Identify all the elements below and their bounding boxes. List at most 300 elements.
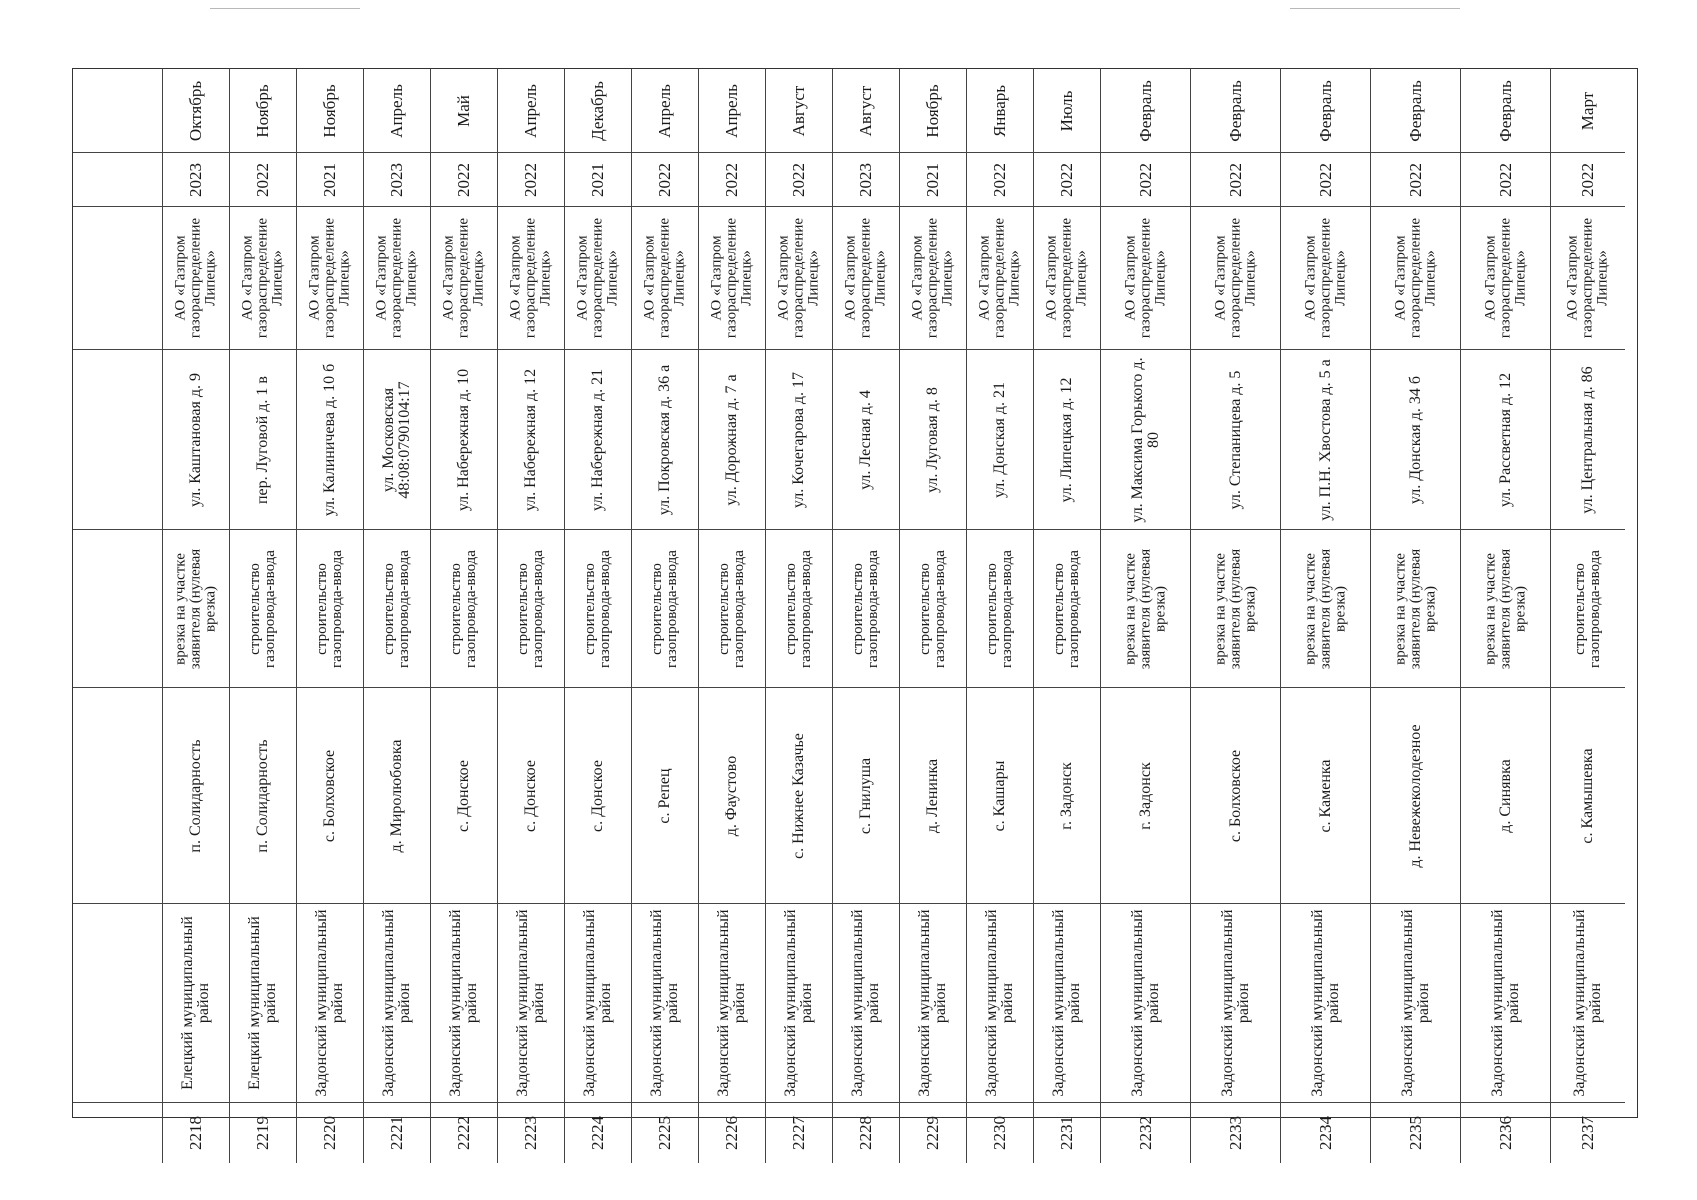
row-number-cell — [1551, 1103, 1625, 1163]
row-number-cell — [900, 1103, 966, 1163]
work-type-cell-text: врезка на участке заявителя (нулевая врезка) — [1392, 548, 1438, 669]
district-cell — [1371, 904, 1460, 1103]
address-cell — [967, 350, 1033, 530]
month-cell-text: Апрель — [655, 83, 674, 138]
year-cell — [632, 153, 698, 207]
month-cell — [833, 69, 899, 153]
row-number-cell-text: 2234 — [1315, 1116, 1335, 1150]
address-cell-text: пер. Луговой д. 1 в — [254, 375, 271, 504]
address-cell — [1461, 350, 1550, 530]
year-cell-text: 2023 — [856, 162, 875, 197]
work-type-cell-text: строительство газопровода-ввода — [917, 549, 948, 668]
organization-cell — [498, 207, 564, 350]
settlement-cell — [297, 688, 363, 904]
settlement-cell-text: с. Репец — [656, 767, 673, 824]
organization-cell-text: АО «Газпром газораспределение Липецк» — [1392, 217, 1438, 339]
settlement-cell-text: г. Задонск — [1058, 761, 1075, 830]
work-type-cell — [833, 530, 899, 688]
year-cell-text: 2022 — [1225, 162, 1245, 197]
year-cell — [1281, 153, 1370, 207]
address-cell-text: ул. Кочегарова д. 17 — [790, 371, 807, 508]
year-cell-text: 2022 — [454, 162, 473, 197]
organization-cell-text: АО «Газпром газораспределение Липецк» — [1482, 217, 1528, 339]
table-row — [163, 69, 230, 1163]
row-number-cell-text: 2228 — [856, 1116, 875, 1150]
district-cell — [498, 904, 564, 1103]
organization-cell-text: АО «Газпром газораспределение Липецк» — [1122, 217, 1168, 339]
address-cell-text: ул. Рассветная д. 12 — [1496, 372, 1514, 507]
year-cell-text: 2022 — [722, 162, 741, 197]
district-cell-text: Задонский муниципальный район — [1571, 909, 1604, 1097]
row-number-cell-text: 2225 — [655, 1116, 674, 1150]
address-cell — [1101, 350, 1190, 530]
work-type-cell-text: врезка на участке заявителя (нулевая врезка) — [1302, 548, 1348, 669]
empty-cell — [73, 69, 162, 153]
address-cell-text: ул. Набережная д. 21 — [589, 368, 606, 511]
address-cell-text: ул. П.Н. Хвостова д. 5 а — [1316, 358, 1334, 521]
empty-cell — [73, 350, 162, 530]
address-cell — [230, 350, 296, 530]
month-cell-text: Январь — [990, 84, 1009, 137]
settlement-cell-text: с. Донское — [589, 759, 606, 832]
settlement-cell-text: с. Донское — [455, 759, 472, 832]
settlement-cell-text: д. Невежеколодезное — [1406, 723, 1424, 868]
table-row — [1551, 69, 1625, 1163]
table-row — [699, 69, 766, 1163]
organization-cell — [1101, 207, 1190, 350]
organization-cell — [230, 207, 296, 350]
organization-cell-text: АО «Газпром газораспределение Липецк» — [306, 217, 353, 339]
table-row — [1461, 69, 1551, 1163]
work-type-cell-text: строительство газопровода-ввода — [850, 549, 881, 668]
address-cell — [1191, 350, 1280, 530]
address-cell — [1371, 350, 1460, 530]
row-number-cell — [1281, 1103, 1370, 1163]
year-cell — [1191, 153, 1280, 207]
address-cell-text: ул. Донская д. 21 — [991, 381, 1008, 498]
empty-cell — [73, 1103, 162, 1163]
organization-cell — [565, 207, 631, 350]
table-row — [498, 69, 565, 1163]
month-cell-text: Апрель — [521, 83, 540, 138]
organization-cell-text: АО «Газпром газораспределение Липецк» — [1212, 217, 1258, 339]
year-cell — [1371, 153, 1460, 207]
organization-cell-text: АО «Газпром газораспределение Липецк» — [239, 217, 286, 339]
organization-cell — [967, 207, 1033, 350]
row-number-cell-text: 2231 — [1057, 1116, 1076, 1150]
year-cell-text: 2023 — [387, 162, 406, 197]
table-row — [967, 69, 1034, 1163]
month-cell — [297, 69, 363, 153]
work-type-cell — [364, 530, 430, 688]
address-cell — [900, 350, 966, 530]
row-number-cell — [967, 1103, 1033, 1163]
district-cell — [1461, 904, 1550, 1103]
address-cell — [699, 350, 765, 530]
month-cell-text: Май — [454, 94, 473, 127]
year-cell-text: 2022 — [1495, 162, 1515, 197]
organization-cell-text: АО «Газпром газораспределение Липецк» — [574, 217, 621, 339]
district-cell-text: Задонский муниципальный район — [715, 909, 748, 1097]
year-cell — [1101, 153, 1190, 207]
month-cell-text: Август — [856, 85, 875, 136]
year-cell-text: 2023 — [186, 162, 205, 197]
work-type-cell — [498, 530, 564, 688]
month-cell — [900, 69, 966, 153]
table-row — [364, 69, 431, 1163]
organization-cell — [1461, 207, 1550, 350]
work-type-cell — [900, 530, 966, 688]
district-cell — [699, 904, 765, 1103]
row-number-cell-text: 2226 — [722, 1116, 741, 1150]
year-cell — [900, 153, 966, 207]
work-type-cell — [699, 530, 765, 688]
settlement-cell-text: с. Гнилуша — [857, 757, 874, 834]
settlement-cell-text: д. Миролюбовка — [388, 739, 405, 852]
address-cell — [297, 350, 363, 530]
address-cell-text: ул. Московская 48:08:0790104:17 — [380, 380, 413, 499]
district-cell — [632, 904, 698, 1103]
work-type-cell — [967, 530, 1033, 688]
address-cell — [163, 350, 229, 530]
address-cell — [632, 350, 698, 530]
year-cell — [431, 153, 497, 207]
work-type-cell-text: строительство газопровода-ввода — [515, 549, 546, 668]
empty-cell — [73, 153, 162, 207]
settlement-cell-text: с. Камышевка — [1579, 747, 1596, 844]
row-number-cell — [632, 1103, 698, 1163]
work-type-cell-text: строительство газопровода-ввода — [381, 549, 412, 668]
table-row — [230, 69, 297, 1163]
work-type-cell-text: строительство газопровода-ввода — [984, 549, 1015, 668]
year-cell — [1461, 153, 1550, 207]
work-type-cell — [1551, 530, 1625, 688]
work-type-cell — [1101, 530, 1190, 688]
organization-cell-text: АО «Газпром газораспределение Липецк» — [775, 217, 822, 339]
year-cell — [1034, 153, 1100, 207]
organization-cell — [1551, 207, 1625, 350]
scan-artifact-line — [210, 8, 360, 9]
month-cell — [1551, 69, 1625, 153]
month-cell — [766, 69, 832, 153]
work-type-cell-text: строительство газопровода-ввода — [783, 549, 814, 668]
row-number-cell-text: 2227 — [789, 1116, 808, 1150]
settlement-cell-text: п. Солидарность — [254, 738, 271, 853]
district-cell-text: Задонский муниципальный район — [1218, 909, 1252, 1097]
organization-cell-text: АО «Газпром газораспределение Липецк» — [1043, 217, 1090, 339]
settlement-cell — [1191, 688, 1280, 904]
organization-cell-text: АО «Газпром газораспределение Липецк» — [641, 217, 688, 339]
address-cell-text: ул. Луговая д. 8 — [924, 386, 941, 493]
district-cell-text: Задонский муниципальный район — [983, 909, 1016, 1097]
district-cell — [1034, 904, 1100, 1103]
address-cell-text: ул. Донская д. 34 б — [1406, 375, 1424, 504]
organization-cell-text: АО «Газпром газораспределение Липецк» — [440, 217, 487, 339]
work-type-cell — [1034, 530, 1100, 688]
empty-cell — [73, 904, 162, 1103]
address-cell-text: ул. Лесная д. 4 — [857, 389, 874, 490]
row-number-cell — [833, 1103, 899, 1163]
work-type-cell — [163, 530, 229, 688]
address-cell — [766, 350, 832, 530]
district-cell-text: Задонский муниципальный район — [916, 909, 949, 1097]
address-cell — [1281, 350, 1370, 530]
organization-cell — [766, 207, 832, 350]
year-cell — [297, 153, 363, 207]
row-number-cell — [431, 1103, 497, 1163]
row-number-cell — [1034, 1103, 1100, 1163]
settlement-cell — [699, 688, 765, 904]
month-cell-text: Февраль — [1315, 79, 1335, 142]
year-cell-text: 2021 — [923, 162, 942, 197]
table-row — [833, 69, 900, 1163]
settlement-cell-text: с. Донское — [522, 759, 539, 832]
row-number-cell-text: 2237 — [1578, 1116, 1597, 1150]
empty-cell — [73, 530, 162, 688]
district-cell — [297, 904, 363, 1103]
year-cell — [766, 153, 832, 207]
organization-cell — [1191, 207, 1280, 350]
address-cell-text: ул. Покровская д. 36 а — [656, 364, 673, 515]
row-number-cell-text: 2222 — [454, 1116, 473, 1150]
address-cell-text: ул. Калиничева д. 10 б — [321, 363, 338, 516]
district-cell-text: Задонский муниципальный район — [447, 909, 480, 1097]
table-row — [1191, 69, 1281, 1163]
work-type-cell — [297, 530, 363, 688]
month-cell — [1281, 69, 1370, 153]
address-cell — [431, 350, 497, 530]
table-row — [1281, 69, 1371, 1163]
row-number-cell — [1101, 1103, 1190, 1163]
settlement-cell-text: д. Синявка — [1496, 758, 1514, 833]
table-row — [431, 69, 498, 1163]
work-type-cell — [431, 530, 497, 688]
settlement-cell — [565, 688, 631, 904]
empty-cell — [73, 688, 162, 904]
organization-cell-text: АО «Газпром газораспределение Липецк» — [976, 217, 1023, 339]
work-type-cell — [1461, 530, 1550, 688]
work-type-cell — [565, 530, 631, 688]
row-number-cell — [766, 1103, 832, 1163]
district-cell-text: Задонский муниципальный район — [1488, 909, 1522, 1097]
year-cell — [364, 153, 430, 207]
gasification-table — [72, 68, 1638, 1150]
work-type-cell-text: врезка на участке заявителя (нулевая врезка) — [172, 548, 219, 669]
month-cell-text: Октябрь — [186, 80, 205, 141]
row-number-cell — [297, 1103, 363, 1163]
organization-cell-text: АО «Газпром газораспределение Липецк» — [708, 217, 755, 339]
district-cell-text: Задонский муниципальный район — [380, 909, 413, 1097]
work-type-cell-text: строительство газопровода-ввода — [582, 549, 613, 668]
work-type-cell — [1281, 530, 1370, 688]
work-type-cell-text: строительство газопровода-ввода — [1051, 549, 1082, 668]
month-cell-text: Март — [1578, 91, 1597, 130]
year-cell — [565, 153, 631, 207]
organization-cell-text: АО «Газпром газораспределение Липецк» — [172, 217, 219, 339]
organization-cell — [900, 207, 966, 350]
address-cell-text: ул. Центральная д. 86 — [1579, 365, 1596, 514]
year-cell — [498, 153, 564, 207]
district-cell-text: Задонский муниципальный район — [1308, 909, 1342, 1097]
work-type-cell-text: врезка на участке заявителя (нулевая врезка) — [1212, 548, 1258, 669]
row-number-cell-text: 2233 — [1225, 1116, 1245, 1150]
table-margin-column — [73, 69, 163, 1163]
district-cell-text: Задонский муниципальный район — [1128, 909, 1162, 1097]
month-cell — [498, 69, 564, 153]
address-cell-text: ул. Липецкая д. 12 — [1058, 376, 1075, 503]
address-cell-text: ул. Дорожная д. 7 а — [723, 373, 740, 506]
settlement-cell — [833, 688, 899, 904]
row-number-cell-text: 2236 — [1495, 1116, 1515, 1150]
row-number-cell — [163, 1103, 229, 1163]
month-cell-text: Июль — [1057, 90, 1076, 131]
work-type-cell — [766, 530, 832, 688]
month-cell-text: Апрель — [722, 83, 741, 138]
year-cell-text: 2022 — [789, 162, 808, 197]
row-number-cell — [699, 1103, 765, 1163]
row-number-cell-text: 2235 — [1405, 1116, 1425, 1150]
month-cell — [632, 69, 698, 153]
year-cell-text: 2022 — [521, 162, 540, 197]
address-cell — [1551, 350, 1625, 530]
settlement-cell — [431, 688, 497, 904]
district-cell-text: Задонский муниципальный район — [648, 909, 681, 1097]
work-type-cell — [1371, 530, 1460, 688]
settlement-cell — [1101, 688, 1190, 904]
address-cell — [833, 350, 899, 530]
month-cell — [1034, 69, 1100, 153]
work-type-cell-text: строительство газопровода-ввода — [247, 549, 278, 668]
row-number-cell — [1191, 1103, 1280, 1163]
year-cell-text: 2021 — [320, 162, 339, 197]
district-cell — [431, 904, 497, 1103]
work-type-cell-text: строительство газопровода-ввода — [649, 549, 680, 668]
settlement-cell-text: с. Нижнее Казачье — [790, 732, 807, 859]
year-cell-text: 2022 — [1135, 162, 1155, 197]
row-number-cell — [1461, 1103, 1550, 1163]
month-cell-text: Февраль — [1495, 79, 1515, 142]
work-type-cell-text: строительство газопровода-ввода — [448, 549, 479, 668]
table-row — [297, 69, 364, 1163]
table-row — [766, 69, 833, 1163]
district-cell — [833, 904, 899, 1103]
year-cell-text: 2022 — [655, 162, 674, 197]
district-cell — [163, 904, 229, 1103]
year-cell — [967, 153, 1033, 207]
work-type-cell-text: строительство газопровода-ввода — [314, 549, 345, 668]
row-number-cell — [230, 1103, 296, 1163]
district-cell-text: Задонский муниципальный район — [313, 909, 346, 1097]
scan-artifact-line — [1290, 8, 1460, 9]
work-type-cell-text: строительство газопровода-ввода — [1572, 549, 1603, 668]
address-cell-text: ул. Максима Горького д. 80 — [1128, 356, 1162, 523]
organization-cell — [1034, 207, 1100, 350]
month-cell-text: Февраль — [1135, 79, 1155, 142]
district-cell — [967, 904, 1033, 1103]
work-type-cell-text: врезка на участке заявителя (нулевая врезка) — [1482, 548, 1528, 669]
month-cell-text: Ноябрь — [320, 83, 339, 138]
settlement-cell — [1461, 688, 1550, 904]
year-cell — [699, 153, 765, 207]
address-cell — [1034, 350, 1100, 530]
year-cell-text: 2021 — [588, 162, 607, 197]
district-cell-text: Елецкий муниципальный район — [179, 916, 212, 1090]
month-cell-text: Ноябрь — [923, 83, 942, 138]
row-number-cell-text: 2220 — [320, 1116, 339, 1150]
organization-cell — [1281, 207, 1370, 350]
district-cell-text: Задонский муниципальный район — [849, 909, 882, 1097]
row-number-cell — [1371, 1103, 1460, 1163]
district-cell — [900, 904, 966, 1103]
settlement-cell — [498, 688, 564, 904]
year-cell-text: 2022 — [1578, 162, 1597, 197]
district-cell — [230, 904, 296, 1103]
row-number-cell-text: 2218 — [186, 1116, 205, 1150]
month-cell-text: Апрель — [387, 83, 406, 138]
month-cell-text: Ноябрь — [253, 83, 272, 138]
address-cell — [498, 350, 564, 530]
work-type-cell — [1191, 530, 1280, 688]
table-row — [565, 69, 632, 1163]
district-cell — [1191, 904, 1280, 1103]
year-cell-text: 2022 — [1315, 162, 1335, 197]
month-cell-text: Декабрь — [588, 80, 607, 141]
address-cell-text: ул. Набережная д. 10 — [455, 368, 472, 511]
district-cell-text: Задонский муниципальный район — [1050, 909, 1083, 1097]
district-cell-text: Задонский муниципальный район — [782, 909, 815, 1097]
settlement-cell-text: с. Болховское — [321, 749, 338, 842]
row-number-cell-text: 2221 — [387, 1116, 406, 1150]
settlement-cell-text: с. Кашары — [991, 760, 1008, 831]
month-cell — [1461, 69, 1550, 153]
month-cell — [230, 69, 296, 153]
table-row — [1371, 69, 1461, 1163]
organization-cell-text: АО «Газпром газораспределение Липецк» — [842, 217, 889, 339]
table-row — [1034, 69, 1101, 1163]
organization-cell — [1371, 207, 1460, 350]
settlement-cell — [163, 688, 229, 904]
organization-cell — [833, 207, 899, 350]
row-number-cell — [565, 1103, 631, 1163]
year-cell — [230, 153, 296, 207]
address-cell — [364, 350, 430, 530]
row-number-cell-text: 2229 — [923, 1116, 942, 1150]
month-cell — [1191, 69, 1280, 153]
organization-cell — [297, 207, 363, 350]
month-cell-text: Август — [789, 85, 808, 136]
month-cell — [364, 69, 430, 153]
settlement-cell — [766, 688, 832, 904]
row-number-cell-text: 2224 — [588, 1116, 607, 1150]
organization-cell-text: АО «Газпром газораспределение Липецк» — [1564, 217, 1611, 339]
year-cell-text: 2022 — [253, 162, 272, 197]
table-row — [632, 69, 699, 1163]
district-cell — [364, 904, 430, 1103]
settlement-cell — [1034, 688, 1100, 904]
work-type-cell — [632, 530, 698, 688]
month-cell-text: Февраль — [1225, 79, 1245, 142]
settlement-cell — [230, 688, 296, 904]
district-cell — [766, 904, 832, 1103]
row-number-cell-text: 2230 — [990, 1116, 1009, 1150]
settlement-cell — [1281, 688, 1370, 904]
district-cell — [565, 904, 631, 1103]
empty-cell — [73, 207, 162, 350]
work-type-cell — [230, 530, 296, 688]
organization-cell — [431, 207, 497, 350]
table-row — [900, 69, 967, 1163]
district-cell — [1551, 904, 1625, 1103]
